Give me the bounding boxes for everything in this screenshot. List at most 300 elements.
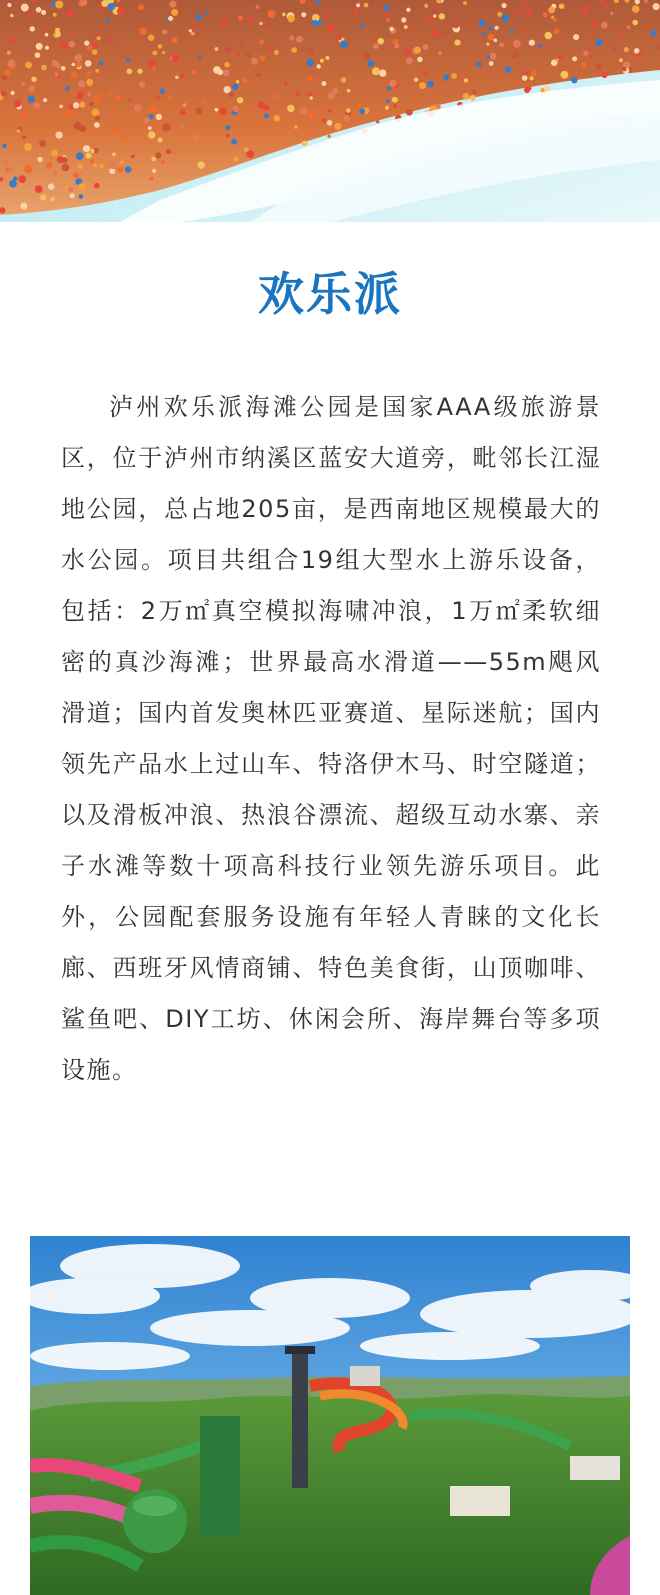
swimmer-dot bbox=[258, 102, 265, 109]
swimmer-dot bbox=[510, 30, 514, 34]
swimmer-dot bbox=[43, 98, 47, 102]
swimmer-dot bbox=[112, 153, 116, 157]
swimmer-dot bbox=[548, 7, 555, 14]
swimmer-dot bbox=[152, 169, 156, 173]
swimmer-dot bbox=[205, 11, 209, 15]
swimmer-dot bbox=[274, 115, 280, 121]
swimmer-dot bbox=[41, 10, 46, 15]
swimmer-dot bbox=[256, 5, 260, 9]
swimmer-dot bbox=[40, 194, 46, 200]
swimmer-dot bbox=[372, 67, 380, 75]
swimmer-dot bbox=[246, 53, 251, 58]
swimmer-dot bbox=[65, 110, 73, 118]
swimmer-dot bbox=[71, 63, 75, 67]
swimmer-dot bbox=[619, 30, 624, 35]
swimmer-dot bbox=[89, 102, 94, 107]
swimmer-dot bbox=[236, 80, 239, 83]
swimmer-dot bbox=[126, 58, 130, 62]
swimmer-dot bbox=[168, 96, 172, 100]
swimmer-dot bbox=[320, 59, 324, 63]
swimmer-dot bbox=[24, 143, 32, 151]
swimmer-dot bbox=[253, 145, 257, 149]
swimmer-dot bbox=[581, 62, 587, 68]
swimmer-dot bbox=[93, 43, 99, 49]
swimmer-dot bbox=[71, 71, 78, 78]
swimmer-dot bbox=[36, 43, 43, 50]
swimmer-dot bbox=[452, 22, 459, 29]
swimmer-dot bbox=[180, 73, 185, 78]
swimmer-dot bbox=[327, 120, 333, 126]
swimmer-dot bbox=[526, 9, 532, 15]
swimmer-dot bbox=[108, 91, 112, 95]
swimmer-dot bbox=[488, 26, 492, 30]
swimmer-dot bbox=[384, 5, 390, 11]
swimmer-dot bbox=[10, 14, 14, 18]
swimmer-dot bbox=[197, 161, 204, 168]
swimmer-dot bbox=[282, 13, 286, 17]
swimmer-dot bbox=[108, 37, 114, 43]
swimmer-dot bbox=[394, 44, 399, 49]
swimmer-dot bbox=[340, 40, 348, 48]
swimmer-dot bbox=[325, 9, 331, 15]
swimmer-dot bbox=[301, 12, 306, 17]
swimmer-dot bbox=[316, 0, 320, 4]
swimmer-dot bbox=[419, 82, 426, 89]
swimmer-dot bbox=[312, 20, 319, 27]
swimmer-dot bbox=[224, 62, 230, 68]
swimmer-dot bbox=[308, 112, 314, 118]
swimmer-dot bbox=[401, 17, 406, 22]
swimmer-dot bbox=[386, 99, 390, 103]
swimmer-dot bbox=[33, 102, 40, 109]
swimmer-dot bbox=[472, 90, 477, 95]
swimmer-dot bbox=[90, 159, 95, 164]
swimmer-dot bbox=[242, 78, 248, 84]
swimmer-dot bbox=[68, 104, 73, 109]
swimmer-dot bbox=[476, 62, 481, 67]
swimmer-dot bbox=[137, 69, 142, 74]
swimmer-dot bbox=[151, 157, 156, 162]
swimmer-dot bbox=[9, 38, 15, 44]
swimmer-dot bbox=[543, 12, 548, 17]
swimmer-dot bbox=[139, 81, 145, 87]
swimmer-dot bbox=[196, 14, 202, 20]
swimmer-dot bbox=[328, 109, 332, 113]
swimmer-dot bbox=[553, 18, 557, 22]
swimmer-dot bbox=[264, 21, 269, 26]
swimmer-dot bbox=[624, 47, 629, 52]
swimmer-dot bbox=[284, 82, 287, 85]
swimmer-dot bbox=[172, 151, 176, 155]
swimmer-dot bbox=[482, 33, 486, 37]
swimmer-dot bbox=[347, 89, 351, 93]
swimmer-dot bbox=[109, 168, 115, 174]
swimmer-dot bbox=[60, 42, 67, 49]
swimmer-dot bbox=[595, 63, 601, 69]
swimmer-dot bbox=[287, 105, 294, 112]
swimmer-dot bbox=[237, 97, 243, 103]
swimmer-dot bbox=[511, 55, 515, 59]
swimmer-dot bbox=[343, 115, 350, 122]
swimmer-dot bbox=[291, 47, 297, 53]
swimmer-dot bbox=[138, 4, 144, 10]
water-park-photo bbox=[30, 1236, 630, 1595]
swimmer-dot bbox=[112, 111, 115, 114]
swimmer-dot bbox=[537, 43, 541, 47]
swimmer-dot bbox=[274, 50, 279, 55]
swimmer-dot bbox=[88, 93, 92, 97]
swimmer-dot bbox=[166, 149, 171, 154]
swimmer-dot bbox=[325, 56, 329, 60]
swimmer-dot bbox=[39, 140, 46, 147]
swimmer-dot bbox=[21, 4, 29, 12]
swimmer-dot bbox=[108, 3, 115, 10]
swimmer-dot bbox=[393, 39, 399, 45]
swimmer-dot bbox=[231, 139, 237, 145]
swimmer-dot bbox=[73, 102, 79, 108]
swimmer-dot bbox=[424, 72, 428, 76]
swimmer-dot bbox=[180, 109, 186, 115]
swimmer-dot bbox=[79, 102, 85, 108]
swimmer-dot bbox=[221, 19, 227, 25]
swimmer-dot bbox=[650, 30, 657, 37]
swimmer-dot bbox=[544, 86, 550, 92]
swimmer-dot bbox=[602, 72, 608, 78]
swimmer-dot bbox=[163, 123, 171, 131]
swimmer-dot bbox=[36, 7, 42, 13]
swimmer-dot bbox=[53, 170, 58, 175]
swimmer-dot bbox=[2, 144, 7, 149]
swimmer-dot bbox=[56, 132, 63, 139]
swimmer-dot bbox=[13, 176, 18, 181]
swimmer-dot bbox=[505, 66, 512, 73]
swimmer-dot bbox=[404, 25, 408, 29]
swimmer-dot bbox=[124, 56, 127, 59]
swimmer-dot bbox=[356, 3, 360, 7]
swimmer-dot bbox=[544, 32, 552, 40]
swimmer-dot bbox=[125, 166, 132, 173]
swimmer-dot bbox=[196, 108, 203, 115]
swimmer-dot bbox=[35, 52, 41, 58]
swimmer-dot bbox=[530, 76, 534, 80]
swimmer-dot bbox=[25, 165, 33, 173]
swimmer-dot bbox=[296, 36, 303, 43]
swimmer-dot bbox=[520, 9, 525, 14]
wave-pool-illustration bbox=[0, 0, 660, 222]
swimmer-dot bbox=[310, 96, 313, 99]
swimmer-dot bbox=[155, 152, 161, 158]
swimmer-dot bbox=[502, 14, 510, 22]
swimmer-dot bbox=[601, 22, 608, 29]
swimmer-dot bbox=[288, 15, 295, 22]
swimmer-dot bbox=[76, 92, 84, 100]
swimmer-dot bbox=[99, 164, 104, 169]
swimmer-dot bbox=[78, 183, 85, 190]
swimmer-dot bbox=[52, 60, 59, 67]
swimmer-dot bbox=[84, 41, 89, 46]
swimmer-dot bbox=[131, 155, 135, 159]
swimmer-dot bbox=[97, 36, 101, 40]
swimmer-dot bbox=[439, 13, 445, 19]
swimmer-dot bbox=[37, 157, 42, 162]
swimmer-dot bbox=[595, 39, 603, 47]
swimmer-dot bbox=[321, 81, 326, 86]
swimmer-dot bbox=[50, 197, 54, 201]
swimmer-dot bbox=[464, 78, 468, 82]
swimmer-dot bbox=[524, 71, 529, 76]
swimmer-dot bbox=[248, 17, 254, 23]
swimmer-dot bbox=[53, 13, 57, 17]
swimmer-dot bbox=[172, 37, 178, 43]
swimmer-dot bbox=[226, 134, 230, 138]
swimmer-dot bbox=[393, 104, 397, 108]
swimmer-dot bbox=[622, 67, 627, 72]
swimmer-dot bbox=[572, 56, 577, 61]
swimmer-dot bbox=[55, 1, 63, 9]
swimmer-dot bbox=[161, 160, 165, 164]
swimmer-dot bbox=[573, 34, 579, 40]
swimmer-dot bbox=[115, 95, 122, 102]
swimmer-dot bbox=[95, 115, 101, 121]
swimmer-dot bbox=[69, 187, 74, 192]
swimmer-dot bbox=[432, 30, 438, 36]
swimmer-dot bbox=[225, 125, 230, 130]
swimmer-dot bbox=[92, 49, 98, 55]
swimmer-dot bbox=[451, 73, 457, 79]
swimmer-dot bbox=[90, 33, 94, 37]
swimmer-dot bbox=[556, 58, 559, 61]
swimmer-dot bbox=[65, 86, 70, 91]
swimmer-dot bbox=[333, 88, 339, 94]
swimmer-dot bbox=[612, 47, 617, 52]
swimmer-dot bbox=[632, 5, 640, 13]
swimmer-dot bbox=[497, 12, 502, 17]
swimmer-dot bbox=[406, 109, 413, 116]
swimmer-dot bbox=[427, 81, 434, 88]
swimmer-dot bbox=[1, 91, 7, 97]
swimmer-dot bbox=[295, 92, 299, 96]
swimmer-dot bbox=[87, 71, 92, 76]
swimmer-dot bbox=[11, 91, 15, 95]
swimmer-dot bbox=[585, 4, 590, 9]
swimmer-dot bbox=[171, 54, 179, 62]
swimmer-dot bbox=[90, 149, 94, 153]
swimmer-dot bbox=[41, 65, 47, 71]
swimmer-dot bbox=[513, 40, 521, 48]
swimmer-dot bbox=[513, 12, 516, 15]
swimmer-dot bbox=[62, 164, 70, 172]
swimmer-dot bbox=[268, 10, 276, 18]
swimmer-dot bbox=[48, 183, 54, 189]
swimmer-dot bbox=[317, 64, 321, 68]
swimmer-dot bbox=[148, 131, 155, 138]
swimmer-dot bbox=[22, 136, 26, 140]
swimmer-dot bbox=[76, 62, 82, 68]
swimmer-dot bbox=[117, 167, 123, 173]
swimmer-dot bbox=[99, 61, 104, 66]
swimmer-dot bbox=[346, 109, 350, 113]
swimmer-dot bbox=[443, 75, 449, 81]
swimmer-dot bbox=[301, 47, 305, 51]
swimmer-dot bbox=[160, 89, 166, 95]
swimmer-dot bbox=[26, 10, 34, 18]
swimmer-dot bbox=[228, 92, 233, 97]
swimmer-dot bbox=[341, 77, 347, 83]
swimmer-dot bbox=[21, 82, 25, 86]
swimmer-dot bbox=[558, 55, 563, 60]
swimmer-dot bbox=[376, 120, 379, 123]
swimmer-dot bbox=[486, 43, 489, 46]
swimmer-dot bbox=[192, 70, 197, 75]
swimmer-dot bbox=[264, 113, 269, 118]
swimmer-dot bbox=[463, 93, 470, 100]
swimmer-dot bbox=[31, 77, 36, 82]
swimmer-dot bbox=[312, 108, 316, 112]
swimmer-dot bbox=[524, 87, 530, 93]
swimmer-dot bbox=[323, 18, 326, 21]
swimmer-dot bbox=[404, 49, 411, 56]
swimmer-dot bbox=[193, 134, 199, 140]
swimmer-dot bbox=[327, 25, 334, 32]
swimmer-dot bbox=[78, 80, 85, 87]
swimmer-dot bbox=[367, 60, 374, 67]
swimmer-dot bbox=[117, 8, 124, 15]
swimmer-dot bbox=[379, 69, 386, 76]
swimmer-dot bbox=[238, 16, 243, 21]
swimmer-dot bbox=[308, 48, 314, 54]
swimmer-dot bbox=[14, 100, 21, 107]
swimmer-dot bbox=[488, 34, 495, 41]
swimmer-dot bbox=[407, 29, 410, 32]
swimmer-dot bbox=[559, 5, 562, 8]
swimmer-dot bbox=[28, 96, 35, 103]
swimmer-dot bbox=[20, 113, 26, 119]
swimmer-dot bbox=[426, 17, 431, 22]
swimmer-dot bbox=[520, 0, 527, 7]
swimmer-dot bbox=[59, 105, 62, 108]
swimmer-dot bbox=[74, 54, 82, 62]
swimmer-dot bbox=[92, 109, 100, 117]
swimmer-dot bbox=[583, 51, 588, 56]
water-park-illustration bbox=[30, 1236, 630, 1595]
swimmer-dot bbox=[334, 123, 341, 130]
swimmer-dot bbox=[73, 172, 79, 178]
swimmer-dot bbox=[392, 97, 398, 103]
swimmer-dot bbox=[632, 20, 638, 26]
swimmer-dot bbox=[86, 153, 92, 159]
swimmer-dot bbox=[610, 12, 613, 15]
swimmer-dot bbox=[94, 122, 100, 128]
swimmer-dot bbox=[9, 180, 17, 188]
swimmer-dot bbox=[70, 193, 75, 198]
swimmer-dot bbox=[83, 145, 90, 152]
swimmer-dot bbox=[619, 58, 623, 62]
swimmer-dot bbox=[152, 66, 156, 70]
swimmer-dot bbox=[430, 0, 433, 3]
swimmer-dot bbox=[74, 94, 77, 97]
swimmer-dot bbox=[35, 185, 43, 193]
swimmer-dot bbox=[590, 55, 593, 58]
swimmer-dot bbox=[233, 156, 238, 161]
swimmer-dot bbox=[189, 29, 192, 32]
swimmer-dot bbox=[308, 76, 313, 81]
swimmer-dot bbox=[28, 85, 34, 91]
swimmer-dot bbox=[487, 55, 491, 59]
swimmer-dot bbox=[414, 47, 421, 54]
swimmer-dot bbox=[531, 70, 537, 76]
swimmer-dot bbox=[251, 58, 258, 65]
swimmer-dot bbox=[363, 53, 370, 60]
swimmer-dot bbox=[322, 119, 326, 123]
swimmer-dot bbox=[149, 106, 157, 114]
swimmer-dot bbox=[406, 57, 413, 64]
swimmer-dot bbox=[571, 77, 577, 83]
swimmer-dot bbox=[55, 73, 59, 77]
swimmer-dot bbox=[554, 29, 560, 35]
swimmer-dot bbox=[215, 47, 219, 51]
swimmer-dot bbox=[192, 25, 196, 29]
swimmer-dot bbox=[417, 57, 422, 62]
swimmer-dot bbox=[150, 177, 154, 181]
swimmer-dot bbox=[158, 44, 163, 49]
swimmer-dot bbox=[213, 66, 221, 74]
swimmer-dot bbox=[373, 43, 379, 49]
swimmer-dot bbox=[489, 53, 496, 60]
swimmer-dot bbox=[223, 70, 230, 77]
swimmer-dot bbox=[78, 164, 84, 170]
swimmer-dot bbox=[5, 167, 9, 171]
swimmer-dot bbox=[66, 10, 73, 17]
swimmer-dot bbox=[169, 1, 176, 8]
swimmer-dot bbox=[389, 80, 397, 88]
swimmer-dot bbox=[152, 51, 157, 56]
swimmer-dot bbox=[454, 40, 460, 46]
swimmer-dot bbox=[65, 186, 69, 190]
swimmer-dot bbox=[113, 128, 119, 134]
swimmer-dot bbox=[236, 52, 240, 56]
swimmer-dot bbox=[68, 41, 75, 48]
swimmer-dot bbox=[86, 79, 93, 86]
swimmer-dot bbox=[181, 124, 185, 128]
swimmer-dot bbox=[240, 43, 244, 47]
hero-photo bbox=[0, 0, 660, 222]
swimmer-dot bbox=[354, 9, 359, 14]
swimmer-dot bbox=[389, 27, 393, 31]
swimmer-dot bbox=[7, 3, 11, 7]
swimmer-dot bbox=[36, 153, 40, 157]
swimmer-dot bbox=[156, 96, 160, 100]
swimmer-dot bbox=[627, 25, 631, 29]
swimmer-dot bbox=[269, 46, 274, 51]
swimmer-dot bbox=[198, 56, 201, 59]
swimmer-dot bbox=[175, 76, 179, 80]
swimmer-dot bbox=[259, 39, 264, 44]
swimmer-dot bbox=[470, 95, 476, 101]
swimmer-dot bbox=[634, 48, 640, 54]
swimmer-dot bbox=[502, 3, 507, 8]
swimmer-dot bbox=[479, 20, 486, 27]
swimmer-dot bbox=[127, 69, 133, 75]
swimmer-dot bbox=[95, 69, 99, 73]
swimmer-dot bbox=[45, 33, 49, 37]
swimmer-dot bbox=[105, 19, 109, 23]
swimmer-dot bbox=[246, 150, 254, 158]
swimmer-dot bbox=[69, 32, 73, 36]
swimmer-dot bbox=[438, 51, 442, 55]
swimmer-dot bbox=[306, 59, 314, 67]
swimmer-dot bbox=[94, 183, 100, 189]
swimmer-dot bbox=[3, 160, 8, 165]
